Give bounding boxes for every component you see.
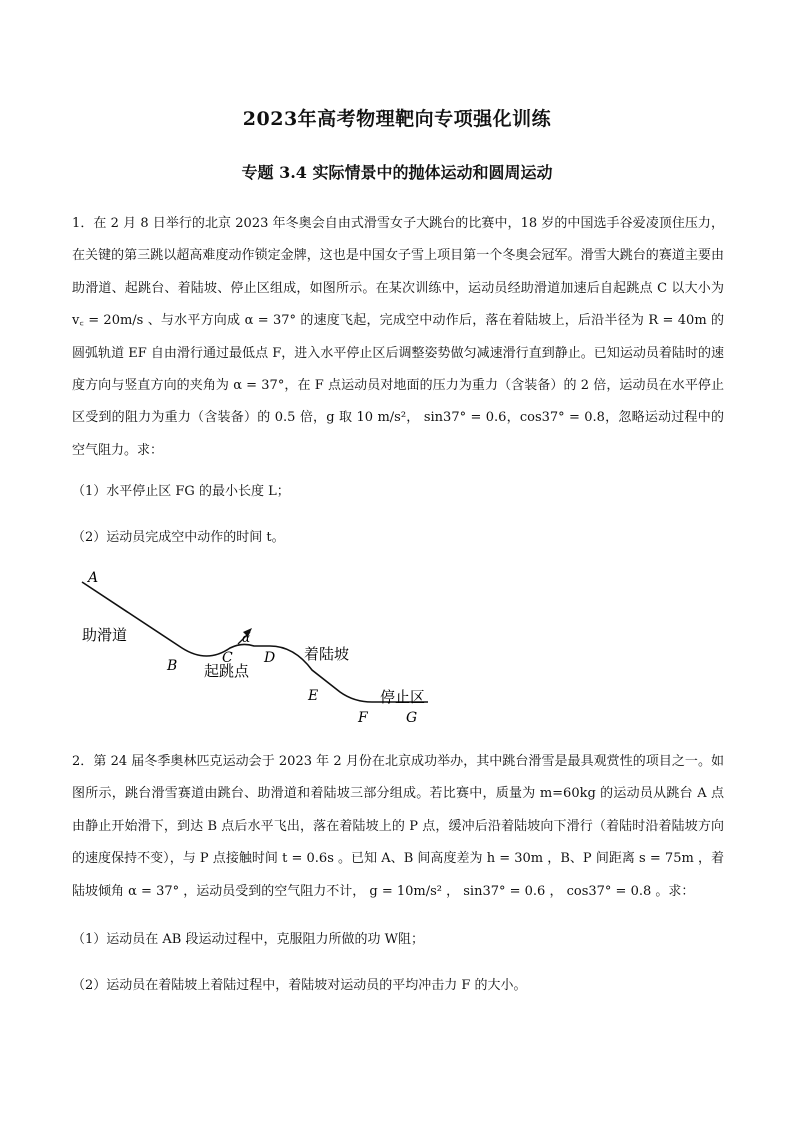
label-C: C: [222, 650, 233, 666]
question-2-part-2: （2）运动员在着陆坡上着陆过程中，着陆坡对运动员的平均冲击力 F 的大小。: [72, 978, 527, 993]
question-2-part-1: （1）运动员在 AB 段运动过程中，克服阻力所做的功 W阻；: [72, 932, 424, 947]
label-landing: 着陆坡: [304, 645, 350, 663]
label-E: E: [308, 688, 319, 704]
ski-jump-figure: [72, 560, 472, 730]
label-stop: 停止区: [380, 688, 426, 706]
track-curve: [82, 582, 428, 702]
page-subtitle: 专题 3.4 实际情景中的抛体运动和圆周运动: [241, 163, 553, 182]
question-1-part-2: （2）运动员完成空中动作的时间 t。: [72, 530, 285, 545]
label-runway: 助滑道: [82, 626, 128, 644]
label-alpha: α: [242, 631, 251, 645]
question-2-stem: 2．第 24 届冬季奥林匹克运动会于 2023 年 2 月份在北京成功举办，其中跳台滑雪是最具观赏性的项目之一。如图所示，跳台滑雪赛道由跳台、助滑道和着陆坡三部分组成。若比赛中，质量为 m=60kg 的运动员从跳台 A 点由静止开始滑下，到达 B 点后水平飞出，落在着陆坡上的 P 点，缓冲后沿着陆坡向下滑行（着陆时沿着陆坡方向的速度保持不变），与 P 点接触时间 t = 0.6s 。已知 A、B 间高度差为 h = 30m ，B、P 间距离 s = 75m ，着陆坡倾角 α = 37° ，运动员受到的空气阻力不计， g = 10m/s² ， sin37° = 0.6 ， cos37° = 0.8 。求：: [72, 754, 724, 899]
question-1-part-1: （1）水平停止区 FG 的最小长度 L；: [72, 484, 290, 499]
label-F: F: [358, 710, 368, 726]
page-title: 2023年高考物理靶向专项强化训练: [242, 108, 552, 130]
label-B: B: [167, 658, 178, 674]
label-takeoff: 起跳点: [204, 662, 250, 680]
question-1-stem: 1．在 2 月 8 日举行的北京 2023 年冬奥会自由式滑雪女子大跳台的比赛中，18 岁的中国选手谷爱凌顶住压力，在关键的第三跳以超高难度动作锁定金牌，这也是中国女子雪上项目第一个冬奥会冠军。滑雪大跳台的赛道主要由助滑道、起跳台、着陆坡、停止区组成，如图所示。在某次训练中，运动员经助滑道加速后自起跳点 C 以大小为 v꜀ = 20m/s 、与水平方向成 α = 37° 的速度飞起，完成空中动作后，落在着陆坡上，后沿半径为 R = 40m 的圆弧轨道 EF 自由滑行通过最低点 F，进入水平停止区后调整姿势做匀减速滑行直到静止。已知运动员着陆时的速度方向与竖直方向的夹角为 α = 37°，在 F 点运动员对地面的压力为重力（含装备）的 2 倍，运动员在水平停止区受到的阻力为重力（含装备）的 0.5 倍，g 取 10 m/s²， sin37° = 0.6，cos37° = 0.8，忽略运动过程中的空气阻力。求：: [72, 216, 724, 458]
label-G: G: [406, 710, 418, 726]
label-A: A: [88, 570, 99, 586]
label-D: D: [264, 650, 276, 666]
